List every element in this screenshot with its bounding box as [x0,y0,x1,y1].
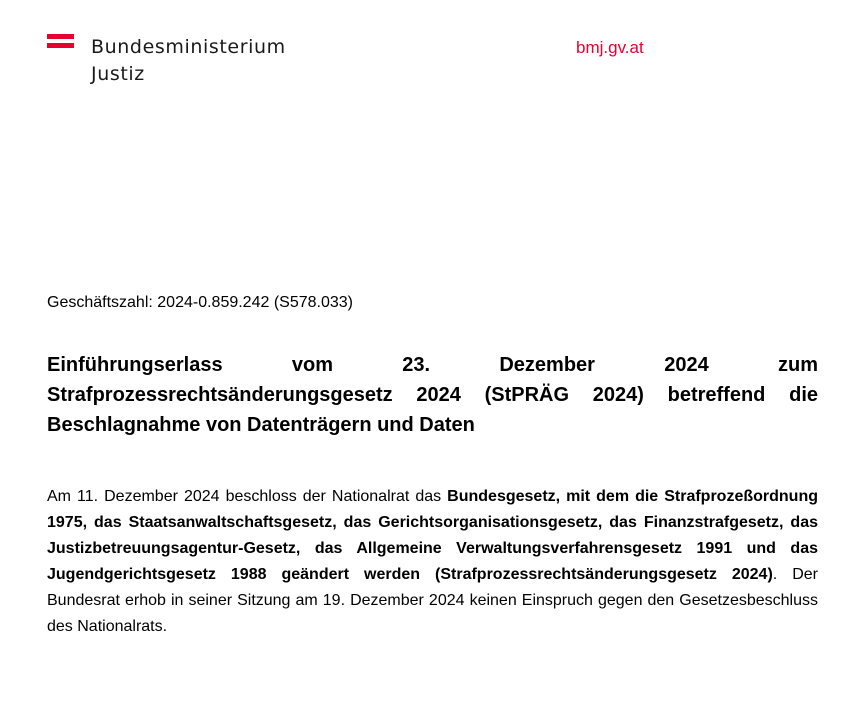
reference-number: Geschäftszahl: 2024-0.859.242 (S578.033) [47,294,353,311]
ministry-name-line1: Bundesministerium [91,36,286,58]
ministry-name-line2: Justiz [91,63,145,85]
body-paragraph [47,484,818,640]
paragraph-text-start: Am 11. Dezember 2024 beschloss der Nationalrat das [47,488,448,505]
ministry-name [91,34,286,88]
website-link[interactable]: bmj.gv.at [576,38,644,57]
paragraph-text-end: . Der Bundesrat erhob in seiner Sitzung am 19. Dezember 2024 keinen Einspruch gegen den Gesetzesbeschluss des Nationalrats. [47,566,819,635]
paragraph-law-title: Bundesgesetz, mit dem die Strafprozeßordnung 1975, das Staatsanwaltschaftsgesetz, das Gerichtsorganisationsgesetz, das Finanzstrafgesetz, das Justizbetreuungsagentur-Gesetz, das Allgemeine Verwaltungsverfahrensgesetz 1991 und das Jugendgerichtsgesetz 1988 geändert werden (Strafprozessrechtsänderungsgesetz 2024) [47,488,818,583]
austrian-flag-icon [47,34,74,52]
document-title: Einführungserlass vom 23. Dezember 2024 zum Strafprozessrechtsänderungsgesetz 2024 (StPRÄG 2024) betreffend die Beschlagnahme von Datenträgern und Daten [47,354,818,436]
